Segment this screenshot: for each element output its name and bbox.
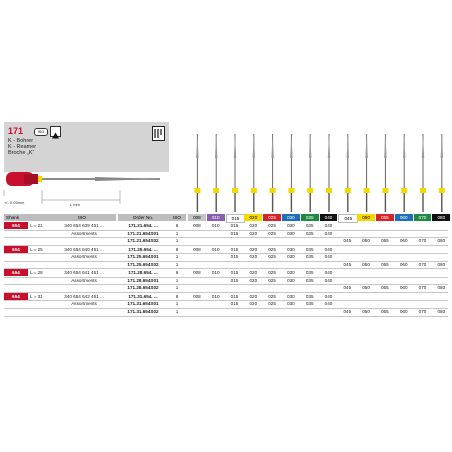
length-label: L mm (70, 202, 80, 207)
order-number: 171.25.654. ... (128, 246, 158, 252)
size-instrument-blade (384, 134, 386, 158)
size-header-7: 040 (320, 214, 338, 221)
order-number: 171.28.654S01 (127, 277, 159, 283)
size-instrument-blade (309, 134, 311, 158)
size-value: 035 (305, 270, 314, 276)
size-header-3: 020 (244, 214, 262, 221)
size-value: 055 (381, 261, 389, 267)
size-value: 015 (230, 301, 239, 307)
size-value: 015 (230, 277, 239, 283)
size-value: 010 (211, 270, 220, 276)
pack-quantity: 1 (175, 238, 179, 244)
size-instrument-drawings (0, 128, 452, 214)
iso-header: ISO (48, 214, 116, 221)
size-instrument-blade (196, 134, 198, 158)
size-value: 015 (230, 293, 239, 299)
size-instrument-stopper (251, 188, 257, 193)
size-header-12: 070 (414, 214, 432, 221)
size-value: 020 (249, 223, 258, 228)
size-header-1: 010 (207, 214, 225, 221)
size-value: 020 (249, 254, 258, 260)
size-instrument-stopper (307, 188, 313, 193)
size-value: 035 (305, 293, 314, 299)
row-divider (4, 316, 448, 317)
pack-quantity: 1 (175, 230, 179, 236)
iso-number: Assortments (71, 230, 97, 236)
shank-code: 654 (4, 222, 28, 229)
size-value: 035 (305, 246, 314, 252)
size-header-11: 060 (395, 214, 413, 221)
size-instrument-stopper (213, 188, 219, 193)
size-instrument-stopper (270, 188, 276, 193)
size-header-13: 080 (432, 214, 450, 221)
size-value: 045 (343, 285, 352, 291)
size-header-9: 050 (357, 214, 375, 221)
order-header: Order No. (118, 214, 168, 221)
size-value: 020 (249, 301, 258, 307)
size-value: 015 (230, 270, 239, 276)
iso-number: Assortments (71, 277, 97, 283)
size-value: 040 (324, 270, 333, 276)
size-value: 025 (268, 270, 276, 276)
size-value: 070 (418, 309, 427, 314)
order-number: 171.21.654. ... (128, 223, 158, 228)
iso-number: 340 654 639 451 ... (64, 223, 104, 228)
size-value: 050 (362, 238, 370, 244)
shank-code: 654 (4, 293, 28, 300)
pack-quantity: 1 (175, 285, 179, 291)
size-value: 020 (249, 246, 258, 252)
size-value: 030 (287, 230, 295, 236)
size-value: 015 (230, 246, 239, 252)
order-number: 171.25.654S01 (127, 254, 159, 260)
iso-number: 340 654 642 451 ... (64, 293, 104, 299)
shank-length: L = 28 (30, 270, 43, 276)
size-instrument-blade (234, 134, 236, 158)
size-value: 010 (211, 246, 220, 252)
size-value: 030 (287, 223, 295, 228)
size-value: 008 (193, 270, 201, 276)
size-value: 040 (324, 254, 333, 260)
size-value: 030 (287, 301, 295, 307)
size-value: 045 (343, 309, 352, 314)
shank-code: 654 (4, 269, 28, 276)
size-value: 030 (287, 254, 295, 260)
size-value: 055 (381, 285, 389, 291)
order-number: 171.31.654S01 (127, 301, 159, 307)
shank-header: Shank (4, 214, 48, 221)
size-value: 050 (362, 285, 370, 291)
size-value: 025 (268, 254, 276, 260)
pack-quantity: 1 (175, 254, 179, 260)
size-instrument-blade (347, 134, 349, 158)
size-value: 060 (399, 309, 408, 314)
size-instrument-stopper (232, 188, 238, 193)
iso-number: Assortments (71, 301, 97, 307)
size-value: 010 (211, 223, 220, 228)
pack-quantity: 1 (175, 261, 179, 267)
size-value: 045 (343, 238, 352, 244)
shank-length: L = 31 (30, 293, 43, 299)
size-value: 030 (287, 246, 295, 252)
size-instrument-stopper (401, 188, 407, 193)
order-number: 171.25.654S02 (127, 261, 159, 267)
size-instrument-blade (290, 134, 292, 158)
size-value: 080 (437, 309, 446, 314)
size-value: 025 (268, 301, 276, 307)
size-value: 035 (305, 254, 314, 260)
product-name-fr: Broche „K“ (8, 150, 35, 156)
size-value: 015 (230, 230, 239, 236)
pack-quantity: 6 (175, 270, 179, 276)
size-instrument-blade (328, 134, 330, 158)
size-instrument-blade (253, 134, 255, 158)
size-instrument-blade (403, 134, 405, 158)
size-value: 015 (230, 223, 239, 228)
size-header-8: 045 (338, 214, 358, 223)
pack-quantity: 1 (175, 309, 179, 314)
size-value: 025 (268, 277, 276, 283)
size-header-10: 055 (376, 214, 394, 221)
size-value: 050 (362, 309, 370, 314)
size-header-5: 030 (282, 214, 300, 221)
size-value: 025 (268, 246, 276, 252)
pack-quantity: 1 (175, 277, 179, 283)
size-value: 040 (324, 293, 333, 299)
size-value: 020 (249, 230, 258, 236)
order-number: 171.28.654S02 (127, 285, 159, 291)
size-value: 060 (399, 261, 408, 267)
qty-iso-header (168, 214, 186, 221)
size-instrument-stopper (382, 188, 388, 193)
size-value: 025 (268, 293, 276, 299)
pack-quantity: 6 (175, 246, 179, 252)
size-value: 040 (324, 230, 333, 236)
size-value: 030 (287, 293, 295, 299)
size-value: 015 (230, 254, 239, 260)
size-value: 035 (305, 301, 314, 307)
size-value: 070 (418, 261, 427, 267)
size-instrument-blade (441, 134, 443, 158)
size-value: 070 (418, 238, 427, 244)
size-value: 060 (399, 285, 408, 291)
size-value: 080 (437, 261, 446, 267)
size-value: 025 (268, 230, 276, 236)
size-value: 025 (268, 223, 276, 228)
size-instrument-stopper (420, 188, 426, 193)
product-name-de: K - Bohrer (8, 138, 34, 144)
size-value: 020 (249, 293, 258, 299)
iso-size-label: ISO (173, 215, 181, 220)
size-value: 030 (287, 270, 295, 276)
size-value: 030 (287, 277, 295, 283)
order-number: 171.31.654S02 (127, 309, 159, 314)
size-instrument-blade (422, 134, 424, 158)
order-number: 171.28.654. ... (128, 270, 158, 276)
size-value: 035 (305, 223, 314, 228)
order-number: 171.21.654S01 (127, 230, 159, 236)
tolerance-label: +/- 0.05mm (4, 200, 25, 205)
pack-quantity: 6 (175, 223, 179, 228)
size-instrument-stopper (288, 188, 294, 193)
size-value: 020 (249, 270, 258, 276)
iso-number: 340 654 641 451 ... (64, 270, 104, 276)
size-value: 050 (362, 261, 370, 267)
size-value: 008 (193, 246, 201, 252)
size-value: 080 (437, 238, 446, 244)
size-value: 060 (399, 238, 408, 244)
size-header-6: 035 (301, 214, 319, 221)
iso-number: Assortments (71, 254, 97, 260)
size-instrument-blade (365, 134, 367, 158)
size-value: 008 (193, 293, 201, 299)
shank-code: 654 (4, 246, 28, 253)
shank-length: L = 21 (30, 223, 43, 228)
size-value: 040 (324, 277, 333, 283)
size-value: 035 (305, 230, 314, 236)
size-value: 045 (343, 261, 352, 267)
iso-number: 340 654 640 451 ... (64, 246, 104, 252)
size-instrument-blade (271, 134, 273, 158)
order-number: 171.31.654. ... (128, 293, 158, 299)
product-number: 171 (8, 126, 24, 136)
size-value: 070 (418, 285, 427, 291)
size-instrument-stopper (194, 188, 200, 193)
product-name-en: K - Reamer (8, 144, 37, 150)
size-instrument-stopper (439, 188, 445, 193)
size-value: 080 (437, 285, 446, 291)
size-instrument-stopper (345, 188, 351, 193)
size-value: 055 (381, 238, 389, 244)
size-value: 040 (324, 301, 333, 307)
pack-quantity: 1 (175, 301, 179, 307)
size-value: 008 (193, 223, 201, 228)
iso-badge-label: ISO (37, 130, 45, 134)
size-value: 020 (249, 277, 258, 283)
size-value: 055 (381, 309, 389, 314)
size-instrument-stopper (326, 188, 332, 193)
size-header-2: 015 (226, 214, 246, 223)
order-number: 171.21.654S02 (127, 238, 159, 244)
size-value: 035 (305, 277, 314, 283)
pack-quantity: 6 (175, 293, 179, 299)
size-instrument-stopper (364, 188, 370, 193)
shank-length: L = 25 (30, 246, 43, 252)
size-instrument-blade (215, 134, 217, 158)
size-value: 040 (324, 246, 333, 252)
size-value: 040 (324, 223, 333, 228)
size-header-0: 008 (188, 214, 206, 221)
size-header-4: 025 (263, 214, 281, 221)
size-value: 010 (211, 293, 220, 299)
